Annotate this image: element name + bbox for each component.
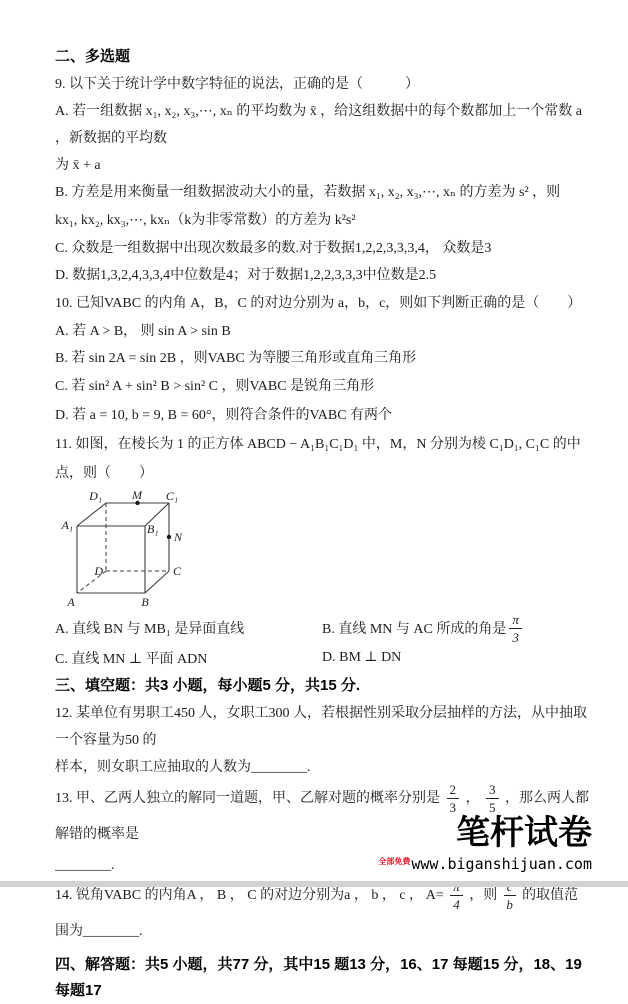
bottom-edge-bar [0,881,628,887]
cube-figure [55,488,589,612]
question-9-option-a-line1: A. 若一组数据 x₁, x₂, x₃,⋯, xₙ 的平均数为 x̄ ，给这组数据中的每个数都加上一个常数 a ，新数据的平均数 [55,104,583,146]
question-9-option-b-line2: kx₁, kx₂, kx₃,⋯, kxₙ（k为非零常数）的方差为 k²s² [55,213,356,228]
section-heading-answer: 四、解答题：共5 小题，共77 分，其中15 题13 分，16、17 每题15 分，18、19 每题17 [55,956,582,999]
section-heading-multichoice: 二、多选题 [55,48,131,65]
question-11-options-row2 [55,644,589,671]
question-13-text-pre: 13. 甲、乙两人独立的解同一道题，甲、乙解对题的概率分别是 [55,791,440,806]
watermark-brand: 笔杆试卷 [456,814,592,852]
question-10-option-a: A. 若 A > B， 则 sin A > sin B [55,324,231,339]
question-14-line [55,878,589,950]
question-9-option-d: D. 数据1,3,2,4,3,3,4中位数是4；对于数据1,2,2,3,3,3中位数是2.5 [55,268,437,283]
question-10-option-c: C. 若 sin² A + sin² B > sin² C ，则VABC 是锐角三角形 [55,379,375,394]
vertex-label-m: M [132,490,142,502]
vertex-label-c: C [173,564,182,578]
question-14-text-mid: ，则 [469,888,498,903]
question-13-blank: ________. [55,858,115,873]
vertex-label-d1: D₁ [89,490,102,503]
vertex-label-b1: B₁ [147,522,159,536]
question-13-text-post: ，那么两人都解错的概率是 [55,791,589,842]
question-9-option-c: C. 众数是一组数据中出现次数最多的数.对于数据1,2,2,3,3,3,4， 众数是3 [55,241,492,256]
question-12-line2: 样本，则女职工应抽取的人数为________. [55,760,311,775]
watermark-url: www.biganshijuan.com [411,855,592,873]
question-11-option-d: D. BM ⊥ DN [322,650,402,665]
vertex-label-b: B [141,595,149,609]
vertex-label-n: N [174,530,183,544]
question-9-option-a-line2: 为 x̄ + a [55,158,101,173]
vertex-label-c1: C₁ [165,490,179,503]
question-10-option-d: D. 若 a = 10, b = 9, B = 60°，则符合条件的VABC 有两个 [55,408,393,423]
vertex-label-d: D [94,564,103,578]
question-9-stem: 9. 以下关于统计学中数字特征的说法，正确的是（ ） [55,77,419,92]
fraction-c-over-b: b [504,880,516,911]
question-11-option-b [322,613,589,644]
question-11-option-c: C. 直线 MN ⊥ 平面 ADN [55,651,208,667]
question-14-text-post: 的取值范围为________. [55,888,579,939]
watermark-url-row [378,852,592,874]
question-13-separator: ， [465,791,480,806]
question-14-text-pre: 14. 锐角VABC 的内角A ， B ， C 的对边分别为a ， b ， c ， A= [55,888,444,903]
fraction-pi-over-3: $\frac{\pi}{3}$ [509,613,522,644]
question-11-stem: 11. 如图，在棱长为 1 的正方体 ABCD − A₁B₁C₁D₁ 中，M，N 分别为棱 C₁D₁, C₁C 的中点，则（ ） [55,437,581,481]
fraction-2-over-3: $\frac{2}{3}$ [447,783,460,814]
vertex-label-a1: A₁ [61,518,73,532]
midpoint-n-dot [167,535,171,539]
watermark-free-badge: 全部免费 [378,857,411,866]
watermark [378,814,592,874]
question-11-option-b-text: B. 直线 MN 与 AC 所成的角是 [322,622,507,637]
question-12-line1: 12. 某单位有男职工450 人，女职工300 人，若根据性别采取分层抽样的方法，从中抽取一个容量为50 的 [55,706,587,748]
vertex-label-a: A [67,595,75,609]
question-9-option-b-line1: B. 方差是用来衡量一组数据波动大小的量，若数据 x₁, x₂, x₃,⋯, xₙ 的方差为 s² ，则 [55,185,561,200]
cube-solid-edges [77,503,169,593]
fraction-pi-over-4: 4 [450,880,463,911]
fraction-3-over-5: $\frac{3}{5}$ [486,783,499,814]
question-11-option-a: A. 直线 BN 与 MB₁ 是异面直线 [55,622,245,637]
cube-diagram [57,490,217,610]
question-11-options-row1 [55,612,589,644]
question-10-option-b: B. 若 sin 2A = sin 2B ，则VABC 为等腰三角形或直角三角形 [55,351,417,366]
question-10-stem: 10. 已知VABC 的内角 A，B，C 的对边分别为 a，b，c，则如下判断正确的是（ ） [55,296,582,311]
section-heading-fillblank: 三、填空题：共3 小题，每小题5 分，共15 分. [55,677,361,694]
